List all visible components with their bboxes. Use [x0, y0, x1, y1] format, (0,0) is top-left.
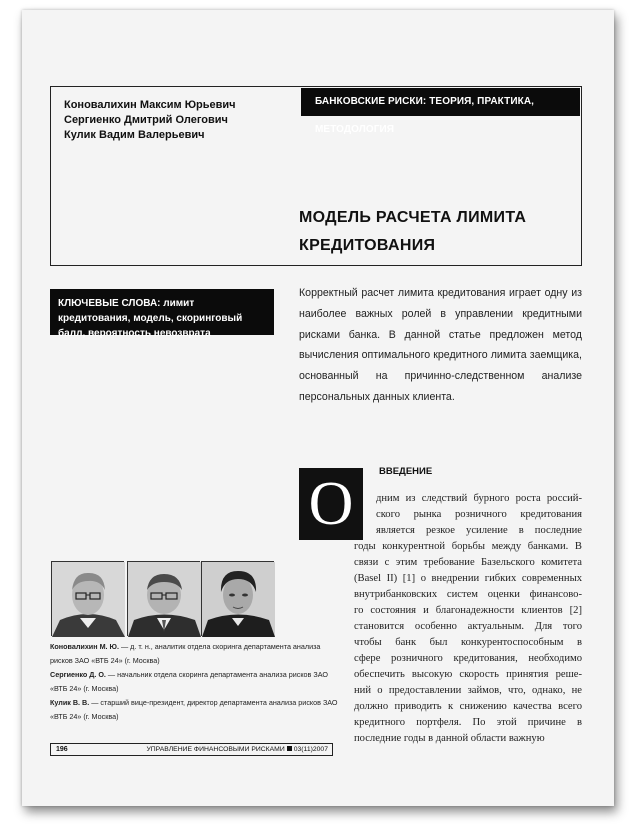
intro-text-line: дним из следствий бурного роста россий- [376, 493, 582, 504]
author-name: Сергиенко Дмитрий Олегович [64, 114, 228, 126]
square-bullet-icon [287, 746, 292, 751]
keywords-box: КЛЮЧЕВЫЕ СЛОВА: лимит кредитования, модель, скоринговый балл, вероятность невозврата [50, 289, 274, 335]
caption-line [50, 640, 321, 654]
intro-text-line: чтобы банк был конкурентоспособным в [354, 637, 582, 648]
intro-text-line: должно приводить к снижению качества всего [354, 701, 582, 712]
intro-text-line: (Basel II) [1] о внедрении гибких современных [354, 573, 582, 584]
author-captions [50, 640, 338, 724]
intro-text-line: становится особенно актуальным. Для того [354, 621, 582, 632]
author-photo-sergienko [127, 561, 200, 636]
journal-footer [120, 744, 328, 755]
author-list [64, 98, 236, 143]
author-name: Кулик Вадим Валерьевич [64, 129, 205, 141]
title-line: КРЕДИТОВАНИЯ [299, 237, 436, 254]
author-photo-konovalikhin [51, 561, 124, 636]
intro-text-line: ний о предоставлении займов, что, однако, не [354, 685, 582, 696]
drop-cap: О [299, 468, 363, 540]
caption-line [50, 668, 328, 682]
caption-name: Коновалихин М. Ю. [50, 642, 119, 651]
intro-text-line: годы конкурентной борьбы между банками. В [354, 541, 582, 552]
intro-text-line: внутрибанковских систем оценки финансово- [354, 589, 582, 600]
intro-heading: ВВЕДЕНИЕ [379, 466, 433, 477]
intro-text-line: последние годы в данной области важную [354, 733, 545, 744]
intro-text-line: является резкое усиление в последние [376, 525, 582, 536]
caption-line: «ВТБ 24» (г. Москва) [50, 712, 119, 721]
caption-line [50, 696, 338, 710]
caption-line: «ВТБ 24» (г. Москва) [50, 684, 119, 693]
caption-name: Сергиенко Д. О. [50, 670, 106, 679]
page-number: 196 [56, 746, 68, 753]
intro-text-line: сфере розничного кредитования, необходимо [354, 653, 582, 664]
intro-text-line: обеспечить высокую скорость принятия реше- [354, 669, 582, 680]
journal-name: УПРАВЛЕНИЕ ФИНАНСОВЫМИ РИСКАМИ [146, 746, 285, 753]
caption-text: — д. т. н., аналитик отдела скоринга департамента анализа [118, 642, 321, 651]
journal-issue: 03(11)2007 [293, 746, 328, 753]
intro-text-line: ского рынка розничного кредитования [376, 509, 582, 520]
caption-text: — старший вице-президент, директор департамента анализа рисков ЗАО [89, 698, 338, 707]
title-line: МОДЕЛЬ РАСЧЕТА ЛИМИТА [299, 209, 527, 226]
intro-text-line: связи с этим требование Базельского комитета [354, 557, 582, 568]
intro-text-line: го состояния и благонадежности клиентов [2] [354, 605, 582, 616]
author-photo-kulik [201, 561, 274, 636]
author-name: Коновалихин Максим Юрьевич [64, 99, 236, 111]
intro-text-line: кредитного портфеля. По этой причине в [354, 717, 582, 728]
caption-text: — начальник отдела скоринга департамента анализа рисков ЗАО [105, 670, 328, 679]
article-title [299, 204, 569, 260]
section-label: БАНКОВСКИЕ РИСКИ: ТЕОРИЯ, ПРАКТИКА, МЕТОДОЛОГИЯ [301, 88, 580, 116]
caption-name: Кулик В. В. [50, 698, 90, 707]
abstract: Корректный расчет лимита кредитования играет одну из наиболее важных ролей в управлении кредитными рисками банка. В данной статье предложен метод вычисления оптимального кредитного лимита заемщика, основанный на причинно-следственном анализе персональных данных клиента. [299, 287, 582, 403]
caption-line: рисков ЗАО «ВТБ 24» (г. Москва) [50, 656, 160, 665]
